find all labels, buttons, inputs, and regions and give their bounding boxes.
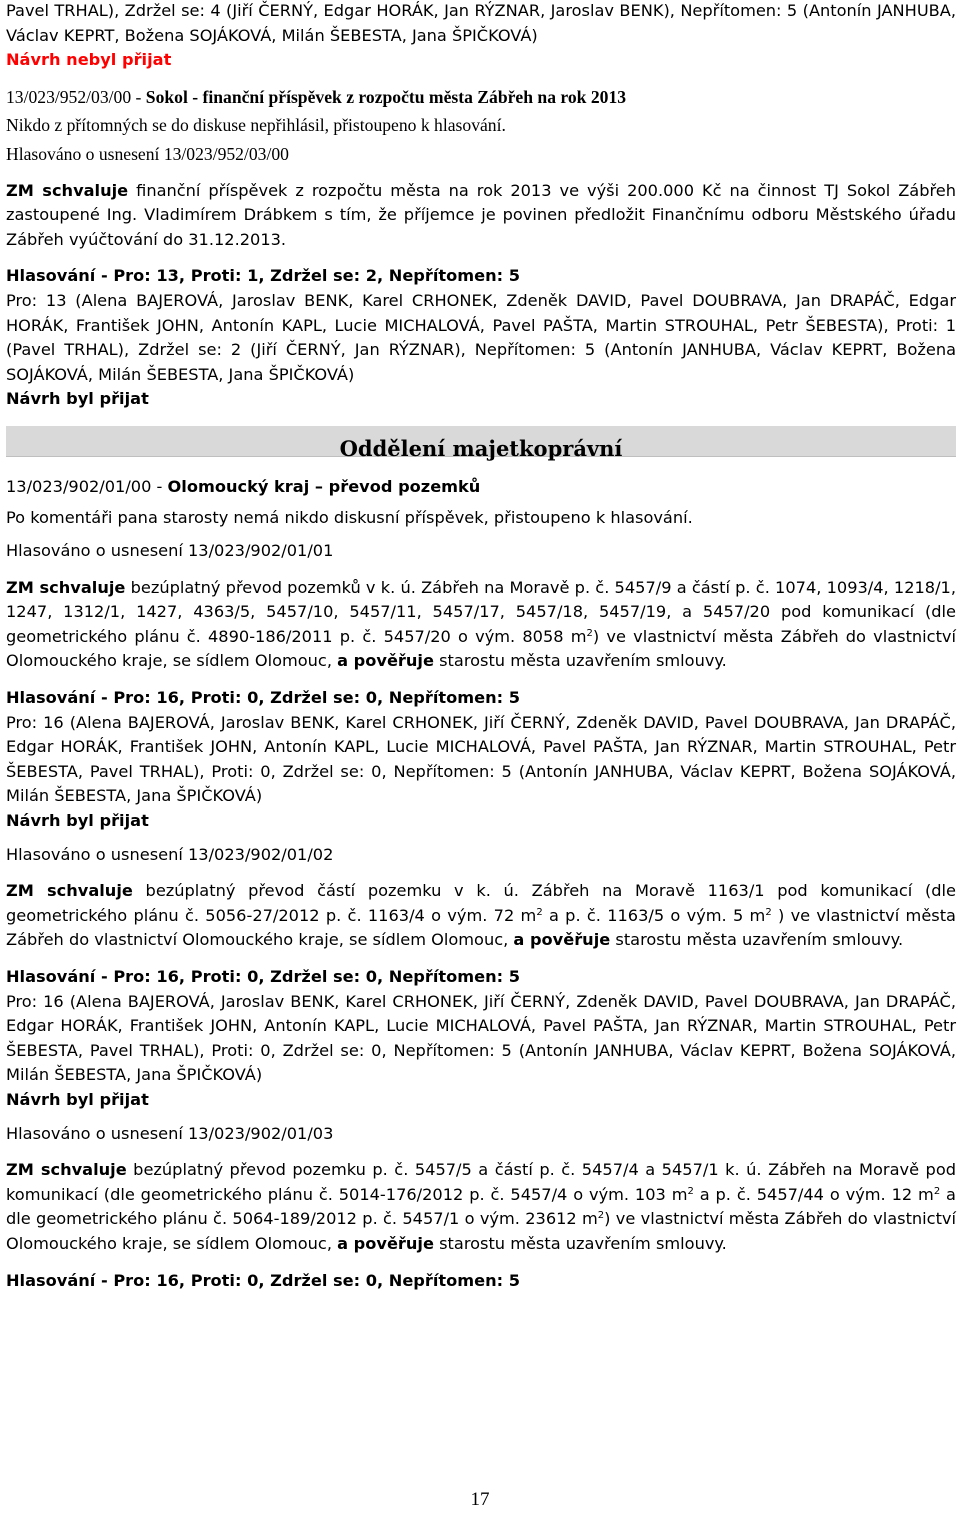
vote-detail: Pro: 16 (Alena BAJEROVÁ, Jaroslav BENK, Karel CRHONEK, Jiří ČERNÝ, Zdeněk DAVID, Pavel DOUBRAVA, Jan DRAPÁČ, Edgar HORÁK, František JOHN, Antonín KAPL, Lucie MICHALOVÁ, Pavel PAŠTA, Jan RÝZNAR, Martin STROUHAL, Petr ŠEBESTA, Pavel TRHAL), Proti: 0, Zdržel se: 0, Nepřítomen: 5 (Antonín JANHUBA, Václav KEPRT, Božena SOJÁKOVÁ, Milán ŠEBESTA, Jana ŠPIČKOVÁ) — [6, 991, 956, 1085]
vote-detail: Pro: 16 (Alena BAJEROVÁ, Jaroslav BENK, Karel CRHONEK, Jiří ČERNÝ, Zdeněk DAVID, Pavel DOUBRAVA, Jan DRAPÁČ, Edgar HORÁK, František JOHN, Antonín KAPL, Lucie MICHALOVÁ, Pavel PAŠTA, Jan RÝZNAR, Martin STROUHAL, Petr ŠEBESTA, Pavel TRHAL), Proti: 0, Zdržel se: 0, Nepřítomen: 5 (Antonín JANHUBA, Václav KEPRT, Božena SOJÁKOVÁ, Milán ŠEBESTA, Jana ŠPIČKOVÁ) — [6, 712, 956, 806]
resolution-text: ZM schvaluje bezúplatný převod částí pozemku v k. ú. Zábřeh na Moravě 1163/1 pod komunikací (dle geometrického plánu č. 5056-27/2012 p. č. 1163/4 o vým. 72 $m^2$ a p. č. 1163/5 o vým. 5 $m^2$ ) ve vlastnictví města Zábřeh do vlastnictví Olomouckého kraje, se sídlem Olomouc, a pověřuje starostu města uzavřením smlouvy. — [6, 881, 957, 950]
agenda-item-heading: 13/023/952/03/00 - Sokol - finanční příspěvek z rozpočtu města Zábřeh na rok 2013 — [6, 86, 627, 107]
discussion-note: Po komentáři pana starosty nemá nikdo diskusní příspěvek, přistoupeno k hlasování. — [6, 507, 693, 527]
agenda-item-number: 13/023/952/03/00 — [6, 86, 132, 107]
resolution-label: Hlasováno o usnesení 13/023/902/01/03 — [6, 1123, 334, 1143]
section-title: Oddělení majetkoprávní — [339, 435, 623, 461]
agenda-item-title: Sokol - finanční příspěvek z rozpočtu města Zábřeh na rok 2013 — [145, 86, 627, 107]
resolution-label: Hlasováno o usnesení 13/023/902/01/01 — [6, 541, 334, 561]
vote-header: Hlasování - Pro: 13, Proti: 1, Zdržel se: 2, Nepřítomen: 5 — [6, 266, 521, 286]
vote-header: Hlasování - Pro: 16, Proti: 0, Zdržel se: 0, Nepřítomen: 5 — [6, 1270, 521, 1290]
resolution-label: Hlasováno o usnesení 13/023/902/01/02 — [6, 844, 334, 864]
vote-detail: Pro: 13 (Alena BAJEROVÁ, Jaroslav BENK, Karel CRHONEK, Zdeněk DAVID, Pavel DOUBRAVA, Jan DRAPÁČ, Edgar HORÁK, František JOHN, Antonín KAPL, Lucie MICHALOVÁ, Pavel PAŠTA, Martin STROUHAL, Petr ŠEBESTA), Proti: 1 (Pavel TRHAL), Zdržel se: 2 (Jiří ČERNÝ, Jan RÝZNAR), Nepřítomen: 5 (Antonín JANHUBA, Václav KEPRT, Božena SOJÁKOVÁ, Milán ŠEBESTA, Jana ŠPIČKOVÁ) — [6, 290, 956, 384]
resolution-label: Hlasováno o usnesení 13/023/952/03/00 — [6, 143, 289, 164]
vote-header: Hlasování - Pro: 16, Proti: 0, Zdržel se: 0, Nepřítomen: 5 — [6, 688, 521, 708]
result-accepted: Návrh byl přijat — [6, 811, 149, 831]
vote-detail-continuation: Pavel TRHAL), Zdržel se: 4 (Jiří ČERNÝ, Edgar HORÁK, Jan RÝZNAR, Jaroslav BENK), Nepřítomen: 5 (Antonín JANHUBA, Václav KEPRT, Božena SOJÁKOVÁ, Milán ŠEBESTA, Jana ŠPIČKOVÁ) — [6, 1, 956, 45]
discussion-note: Nikdo z přítomných se do diskuse nepřihlásil, přistoupeno k hlasování. — [6, 115, 506, 136]
result-accepted: Návrh byl přijat — [6, 1089, 149, 1109]
result-rejected: Návrh nebyl přijat — [6, 50, 172, 70]
agenda-item-heading: 13/023/902/01/00 - Olomoucký kraj – převod pozemků — [6, 476, 481, 496]
agenda-item-title: Olomoucký kraj – převod pozemků — [167, 476, 481, 496]
document-page — [6, 0, 956, 1293]
agenda-item-number: 13/023/902/01/00 — [6, 476, 152, 496]
resolution-text: ZM schvaluje bezúplatný převod pozemků v k. ú. Zábřeh na Moravě p. č. 5457/9 a částí p. č. 1074, 1093/4, 1218/1, 1247, 1312/1, 1427, 4363/5, 5457/10, 5457/11, 5457/17, 5457/18, 5457/19, a 5457/20 pod komunikací (dle geometrického plánu č. 4890-186/2011 p. č. 5457/20 o vým. 8058 $m^2$) ve vlastnictví města Zábřeh do vlastnictví Olomouckého kraje, se sídlem Olomouc, a pověřuje starostu města uzavřením smlouvy. — [6, 577, 957, 671]
page-number: 17 — [470, 1489, 490, 1510]
vote-header: Hlasování - Pro: 16, Proti: 0, Zdržel se: 0, Nepřítomen: 5 — [6, 967, 521, 986]
resolution-text: ZM schvaluje bezúplatný převod pozemku p. č. 5457/5 a částí p. č. 5457/4 a 5457/1 k. ú. Zábřeh na Moravě pod komunikací (dle geometrického plánu č. 5014-176/2012 p. č. 5457/4 o vým. 103 $m^2$ a p. č. 5457/44 o vým. 12 $m^2$ a dle geometrického plánu č. 5064-189/2012 p. č. 5457/1 o vým. 23612 $m^2$) ve vlastnictví města Zábřeh do vlastnictví Olomouckého kraje, se sídlem Olomouc, a pověřuje starostu města uzavřením smlouvy. — [6, 1160, 956, 1253]
resolution-text: ZM schvaluje finanční příspěvek z rozpočtu města na rok 2013 ve výši 200.000 Kč na činnost TJ Sokol Zábřeh zastoupené Ing. Vladimírem Drábkem s tím, že příjemce je povinen předložit Finančnímu odboru Městského úřadu Zábřeh vyúčtování do 31.12.2013. — [6, 180, 957, 249]
section-heading — [6, 426, 956, 461]
result-accepted: Návrh byl přijat — [6, 389, 149, 409]
